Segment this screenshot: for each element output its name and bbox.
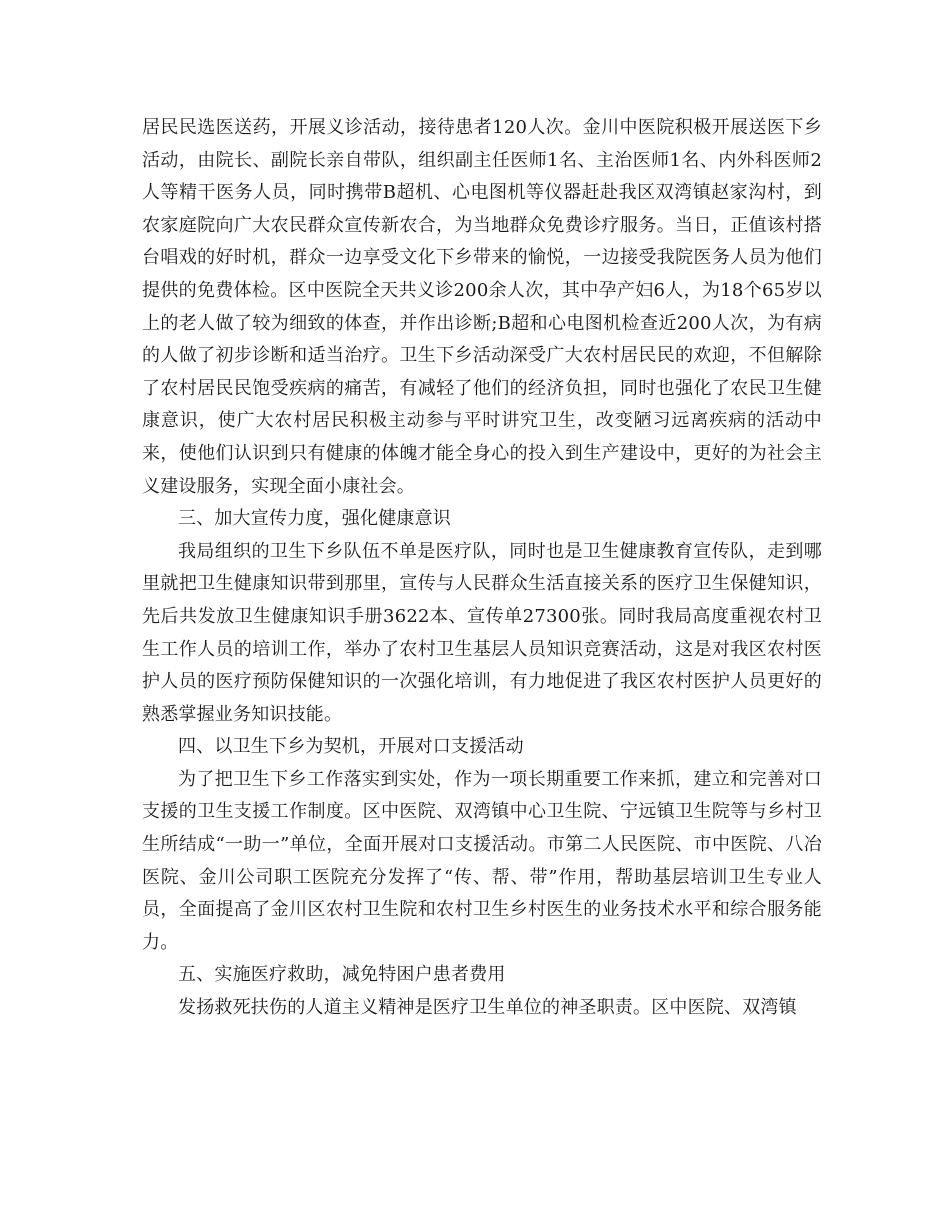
section-heading-publicity: 三、加大宣传力度，强化健康意识 bbox=[178, 508, 451, 530]
document-body bbox=[142, 112, 822, 1025]
paragraph-paired-support: 为了把卫生下乡工作落实到实处，作为一项长期重要工作来抓，建立和完善对口支援的卫生支援工作制度。区中医院、双湾镇中心卫生院、宁远镇卫生院等与乡村卫生所结成“一助一”单位，全面开展对口支援活动。市第二人民医院、市中医院、八冶医院、金川公司职工医院充分发挥了“传、帮、带”作用，帮助基层培训卫生专业人员，全面提高了金川区农村卫生院和农村卫生乡村医生的业务技术水平和综合服务能力。 bbox=[142, 768, 822, 953]
paragraph-medical-aid: 发扬救死扶伤的人道主义精神是医疗卫生单位的神圣职责。区中医院、双湾镇 bbox=[178, 997, 797, 1019]
section-heading-paired-support: 四、以卫生下乡为契机，开展对口支援活动 bbox=[178, 736, 524, 758]
section-heading-medical-aid: 五、实施医疗救助，减免特困户患者费用 bbox=[178, 964, 506, 986]
paragraph-free-clinic: 居民民选医送药，开展义诊活动，接待患者120人次。金川中医院积极开展送医下乡活动，由院长、副院长亲自带队，组织副主任医师1名、主治医师1名、内外科医师2人等精干医务人员，同时携带B超机、心电图机等仪器赶赴我区双湾镇赵家沟村，到农家庭院向广大农民群众宣传新农合，为当地群众免费诊疗服务。当日，正值该村搭台唱戏的好时机，群众一边享受文化下乡带来的愉悦，一边接受我院医务人员为他们提供的免费体检。区中医院全天共义诊200余人次，其中孕产妇6人，为18个65岁以上的老人做了较为细致的体查，并作出诊断;B超和心电图机检查近200人次，为有病的人做了初步诊断和适当治疗。卫生下乡活动深受广大农村居民民的欢迎，不但解除了农村居民民饱受疾病的痛苦，有减轻了他们的经济负担，同时也强化了农民卫生健康意识，使广大农村居民积极主动参与平时讲究卫生，改变陋习远离疾病的活动中来，使他们认识到只有健康的体魄才能全身心的投入到生产建设中，更好的为社会主义建设服务，实现全面小康社会。 bbox=[142, 117, 822, 497]
paragraph-health-education: 我局组织的卫生下乡队伍不单是医疗队，同时也是卫生健康教育宣传队，走到哪里就把卫生健康知识带到那里，宣传与人民群众生活直接关系的医疗卫生保健知识，先后共发放卫生健康知识手册3622本、宣传单27300张。同时我局高度重视农村卫生工作人员的培训工作，举办了农村卫生基层人员知识竞赛活动，这是对我区农村医护人员的医疗预防保健知识的一次强化培训，有力地促进了我区农村医护人员更好的熟悉掌握业务知识技能。 bbox=[142, 540, 822, 725]
